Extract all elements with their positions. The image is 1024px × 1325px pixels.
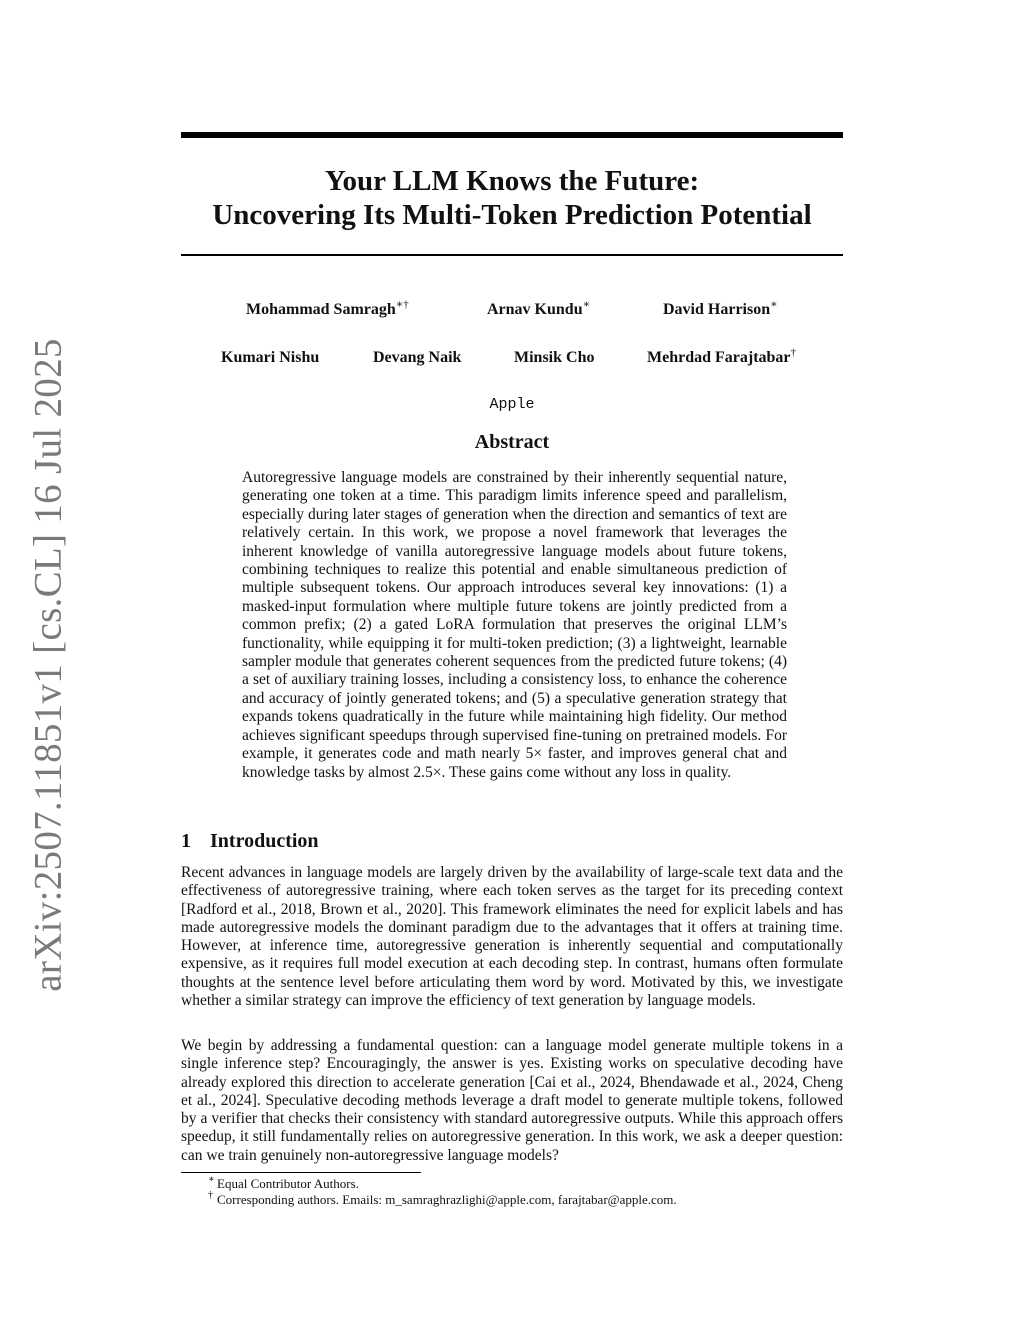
title-line-2: Uncovering Its Multi-Token Prediction Potential xyxy=(212,199,812,231)
affiliation: Apple xyxy=(489,396,535,413)
abstract-body: Autoregressive language models are constrained by their inherently sequential nature, generating one token at a time. This paradigm limits inference speed and parallelism, especially during later stages of generation when the direction and semantics of text are relatively certain. In this work, we propose a novel framework that leverages the inherent knowledge of vanilla autoregressive language models about future tokens, combining techniques to realize this potential and enable simultaneous prediction of multiple subsequent tokens. Our approach introduces several key innovations: (1) a masked-input formulation where multiple future tokens are jointly predicted from a common prefix; (2) a gated LoRA formulation that preserves the original LLM’s functionality, while equipping it for multi-token prediction; (3) a lightweight, learnable sampler module that generates coherent sequences from the predicted future tokens; (4) a set of auxiliary training losses, including a consistency loss, to enhance the coherence and accuracy of jointly generated tokens; and (5) a speculative generation strategy that expands tokens quadratically in the future while maintaining high fidelity. Our method achieves significant speedups through supervised fine-tuning on pretrained models. For example, it generates code and math nearly 5× faster, and improves general chat and knowledge tasks by almost 2.5×. These gains come without any loss in quality. xyxy=(242,469,787,781)
footnote-mark: ∗ xyxy=(208,1174,215,1185)
footnote xyxy=(181,1192,843,1208)
body-paragraph: Recent advances in language models are largely driven by the availability of large-scale text data and the effectiveness of autoregressive training, where each token serves as the target for its preceding context [Radford et al., 2018, Brown et al., 2020]. This framework eliminates the need for explicit labels and has made autoregressive models the dominant paradigm due to the advantages that it offers at training time. However, at inference time, autoregressive generation is inherently sequential and computationally expensive, as it requires full model execution at each decoding step. In contrast, humans often formulate thoughts at the sentence level before articulating them word by word. Motivated by this, we investigate whether a similar strategy can improve the efficiency of text generation by language models. xyxy=(181,864,843,1010)
section-title: Introduction xyxy=(210,830,319,852)
section-number: 1 xyxy=(181,830,191,852)
author-name: Minsik Cho xyxy=(514,349,595,366)
author-entry xyxy=(246,300,409,320)
footnote-rule xyxy=(181,1172,421,1173)
footnotes xyxy=(181,1176,843,1208)
author-entry xyxy=(373,348,461,368)
abstract-heading: Abstract xyxy=(474,431,550,453)
author-name: Devang Naik xyxy=(373,349,462,366)
author-name: Kumari Nishu xyxy=(221,349,320,366)
section-heading xyxy=(181,830,319,853)
paper-title xyxy=(181,164,843,232)
author-entry xyxy=(647,348,796,368)
body-paragraph: We begin by addressing a fundamental question: can a language model generate multiple tokens in a single inference step? Encouragingly, the answer is yes. Existing works on speculative decoding have already explored this direction to accelerate generation [Cai et al., 2024, Bhendawade et al., 2024, Cheng et al., 2024]. Speculative decoding methods leverage a draft model to generate multiple tokens, followed by a verifier that checks their consistency with standard autoregressive outputs. While this approach offers speedup, it still fundamentally relies on autoregressive generation. In this work, we ask a deeper question: can we train genuinely non-autoregressive language models? xyxy=(181,1037,843,1164)
author-entry xyxy=(221,348,319,368)
title-bottom-rule xyxy=(181,254,843,256)
footnote xyxy=(181,1176,843,1192)
footnote-text: Corresponding authors. Emails: m_samraghrazlighi@apple.com, farajtabar@apple.com. xyxy=(217,1192,677,1207)
author-name: Mohammad Samragh xyxy=(246,301,396,318)
footnote-text: Equal Contributor Authors. xyxy=(217,1176,359,1191)
author-name: Mehrdad Farajtabar xyxy=(647,349,791,366)
author-name: Arnav Kundu xyxy=(487,301,583,318)
title-line-1: Your LLM Knows the Future: xyxy=(324,165,700,197)
author-affiliation-marks: ∗† xyxy=(395,298,409,311)
author-affiliation-marks: ∗ xyxy=(770,298,778,311)
author-entry xyxy=(487,300,590,320)
footnote-mark: † xyxy=(208,1190,213,1201)
author-affiliation-marks: ∗ xyxy=(582,298,591,311)
arxiv-identifier: arXiv:2507.11851v1 [cs.CL] 16 Jul 2025 xyxy=(26,338,70,992)
author-affiliation-marks: † xyxy=(790,346,797,359)
author-entry xyxy=(663,300,778,320)
title-top-rule xyxy=(181,132,843,138)
author-name: David Harrison xyxy=(663,301,771,318)
author-entry xyxy=(514,348,594,368)
